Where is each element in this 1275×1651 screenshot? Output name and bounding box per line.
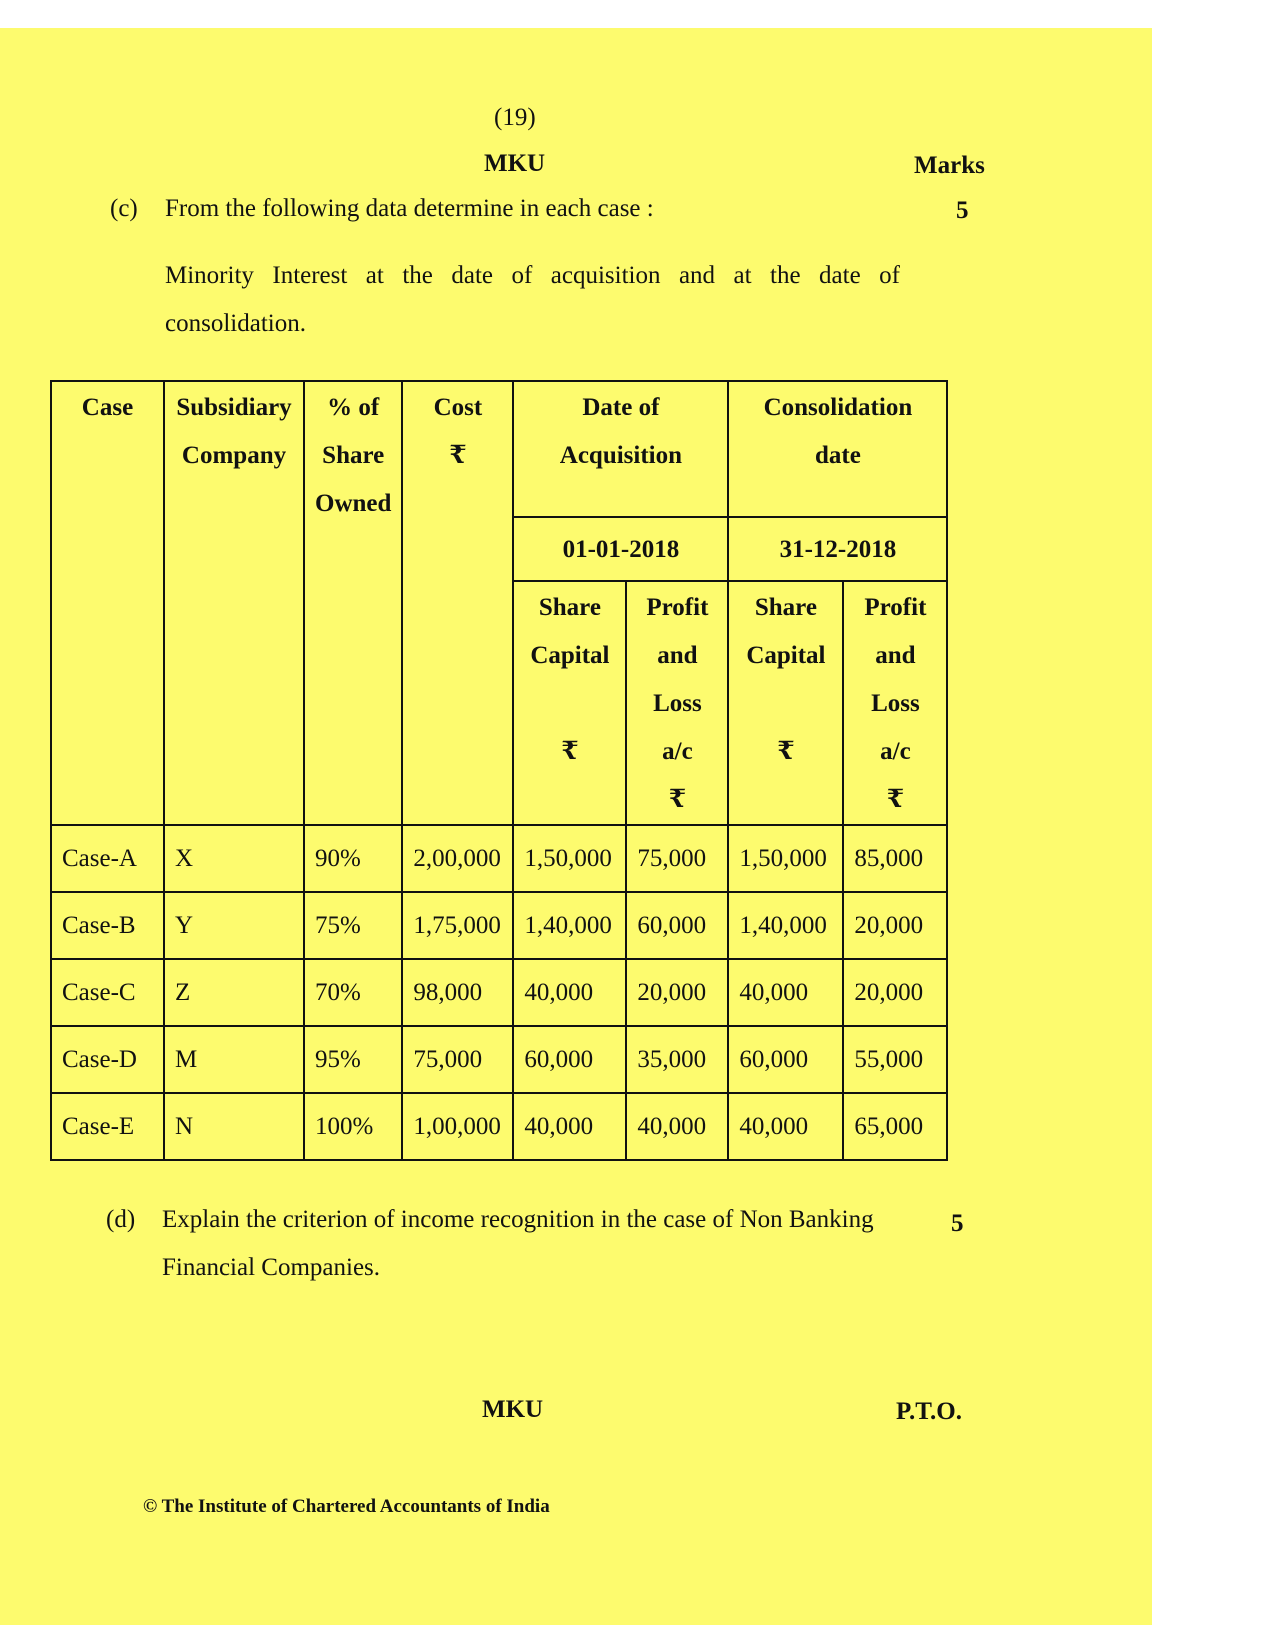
footer-pto: P.T.O. [896, 1398, 962, 1425]
question-d-text-line2: Financial Companies. [162, 1254, 381, 1281]
cell-company: X [164, 825, 304, 892]
acquisition-date: 01-01-2018 [513, 517, 728, 581]
cell-cost: 1,75,000 [402, 892, 513, 959]
header-subsidiary: Subsidiary Company [164, 381, 304, 825]
cell-share-capital-acq: 1,50,000 [513, 825, 626, 892]
question-c-text: From the following data determine in each case : [165, 195, 654, 222]
footer-code: MKU [482, 1396, 544, 1423]
cell-profit-loss-acq: 75,000 [626, 825, 728, 892]
question-c-paragraph-line1: Minority Interest at the date of acquisition and at the date of [165, 262, 900, 289]
header-profit-loss-acq: Profit and Loss a/c ₹ [626, 581, 728, 825]
cell-case: Case-C [51, 959, 164, 1026]
cell-percent: 75% [304, 892, 402, 959]
copyright-notice: © The Institute of Chartered Accountants of India [143, 1496, 550, 1517]
cell-share-capital-cons: 60,000 [728, 1026, 843, 1093]
cell-share-capital-cons: 40,000 [728, 1093, 843, 1160]
cell-cost: 1,00,000 [402, 1093, 513, 1160]
rupee-symbol: ₹ [886, 786, 905, 813]
table-header-row [51, 381, 947, 517]
page-number: (19) [494, 104, 536, 131]
cell-percent: 100% [304, 1093, 402, 1160]
cell-profit-loss-acq: 35,000 [626, 1026, 728, 1093]
cell-cost: 2,00,000 [402, 825, 513, 892]
cell-company: Z [164, 959, 304, 1026]
header-percent-owned: % of Share Owned [304, 381, 402, 825]
data-table-wrapper [50, 380, 948, 1161]
question-d-text-line1: Explain the criterion of income recognition in the case of Non Banking [162, 1206, 874, 1233]
cell-percent: 90% [304, 825, 402, 892]
table-row [51, 959, 947, 1026]
question-c-marks: 5 [956, 197, 969, 224]
header-profit-loss-cons: Profit and Loss a/c ₹ [843, 581, 947, 825]
cell-share-capital-cons: 1,40,000 [728, 892, 843, 959]
table-row [51, 1026, 947, 1093]
table-row [51, 892, 947, 959]
cell-company: M [164, 1026, 304, 1093]
cell-case: Case-D [51, 1026, 164, 1093]
cell-share-capital-acq: 40,000 [513, 1093, 626, 1160]
cell-cost: 75,000 [402, 1026, 513, 1093]
cell-share-capital-acq: 1,40,000 [513, 892, 626, 959]
cell-profit-loss-acq: 20,000 [626, 959, 728, 1026]
header-date-of-acquisition: Date of Acquisition [513, 381, 728, 517]
rupee-symbol: ₹ [777, 738, 795, 765]
header-consolidation-date: Consolidation date [728, 381, 947, 517]
cell-profit-loss-cons: 65,000 [843, 1093, 947, 1160]
marks-heading: Marks [914, 152, 985, 179]
cell-profit-loss-cons: 85,000 [843, 825, 947, 892]
cell-share-capital-acq: 60,000 [513, 1026, 626, 1093]
table-row [51, 825, 947, 892]
question-c-paragraph-line2: consolidation. [165, 310, 306, 337]
question-d-label: (d) [106, 1206, 136, 1233]
cell-profit-loss-cons: 55,000 [843, 1026, 947, 1093]
paper-code: MKU [484, 150, 546, 177]
data-table [50, 380, 948, 1161]
cell-share-capital-cons: 40,000 [728, 959, 843, 1026]
cell-case: Case-A [51, 825, 164, 892]
cell-case: Case-E [51, 1093, 164, 1160]
cell-company: Y [164, 892, 304, 959]
cell-share-capital-acq: 40,000 [513, 959, 626, 1026]
rupee-symbol: ₹ [668, 786, 687, 813]
header-share-capital-acq: Share Capital ₹ [513, 581, 626, 825]
table-row [51, 1093, 947, 1160]
cell-profit-loss-acq: 40,000 [626, 1093, 728, 1160]
rupee-symbol: ₹ [561, 738, 579, 765]
header-share-capital-cons: Share Capital ₹ [728, 581, 843, 825]
cell-profit-loss-acq: 60,000 [626, 892, 728, 959]
cell-percent: 95% [304, 1026, 402, 1093]
cell-share-capital-cons: 1,50,000 [728, 825, 843, 892]
cell-percent: 70% [304, 959, 402, 1026]
question-c-label: (c) [110, 195, 138, 222]
cell-case: Case-B [51, 892, 164, 959]
cell-cost: 98,000 [402, 959, 513, 1026]
cell-profit-loss-cons: 20,000 [843, 892, 947, 959]
header-case: Case [51, 381, 164, 825]
cell-profit-loss-cons: 20,000 [843, 959, 947, 1026]
header-cost: Cost ₹ [402, 381, 513, 825]
question-d-marks: 5 [951, 1210, 964, 1237]
consolidation-date: 31-12-2018 [728, 517, 947, 581]
cell-company: N [164, 1093, 304, 1160]
